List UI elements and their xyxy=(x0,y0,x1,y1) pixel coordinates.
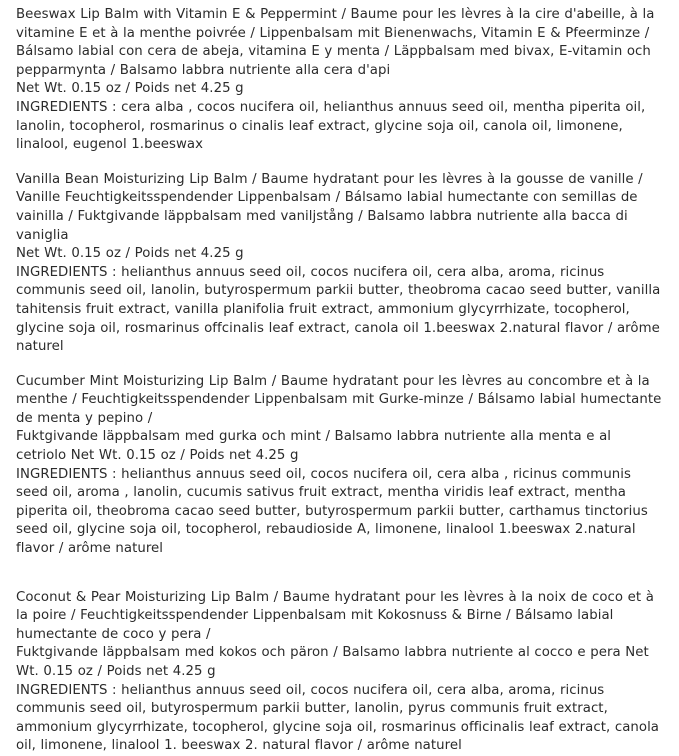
product-ingredients: INGREDIENTS : helianthus annuus seed oil, cocos nucifera oil, cera alba, aroma, ricinus communis seed oil, butyrospermum parkii butter, lanolin, pyrus communis fruit extract, ammonium glycyrrhizate, tocopherol, glycine soja oil, rosmarinus officinalis leaf extract, canola oil, limonene, linalool 1. beeswax 2. natural flavor / arôme naturel xyxy=(16,682,660,754)
product-name-block: Coconut & Pear Moisturizing Lip Balm / Baume hydratant pour les lèvres à la noix de coco et à la poire / Feuchtigkeitsspendender Lippenbalsam mit Kokosnuss & Birne / Bálsamo labial humectante de coco y pera / xyxy=(16,589,654,642)
product-name-block: Vanilla Bean Moisturizing Lip Balm / Baume hydratant pour les lèvres à la gousse de vanille / Vanille Feuchtigkeitsspendender Lippenbalsam / Bálsamo labial humectante con semillas de vainilla / Fuktgivande läppbalsam med vaniljstång / Balsamo labbra nutriente alla bacca di vaniglia xyxy=(16,171,643,243)
product-net-weight: Net Wt. 0.15 oz / Poids net 4.25 g xyxy=(16,246,244,262)
product-entry-beeswax xyxy=(16,6,665,155)
product-entry-cucumber-mint xyxy=(16,373,665,559)
product-net-weight: Fuktgivande läppbalsam med gurka och mint / Balsamo labbra nutriente alla menta e al cetriolo Net Wt. 0.15 oz / Poids net 4.25 g xyxy=(16,429,612,464)
product-ingredients: INGREDIENTS : helianthus annuus seed oil, cocos nucifera oil, cera alba, aroma, ricinus communis seed oil, lanolin, butyrospermum parkii butter, theobroma cacao seed butter, vanilla tahitensis fruit extract, vanilla planifolia fruit extract, ammonium glycyrrhizate, tocopherol, glycine soja oil, rosmarinus offcinalis leaf extract, canola oil 1.beeswax 2.natural flavor / arôme naturel xyxy=(16,264,661,355)
product-net-weight: Fuktgivande läppbalsam med kokos och päron / Balsamo labbra nutriente al cocco e pera Net Wt. 0.15 oz / Poids net 4.25 g xyxy=(16,645,649,679)
product-name-block: Cucumber Mint Moisturizing Lip Balm / Baume hydratant pour les lèvres au concombre et à la menthe / Feuchtigkeitsspendender Lippenbalsam mit Gurke-minze / Bálsamo labial humectante de menta y pepino / xyxy=(16,373,662,426)
product-name-block: Beeswax Lip Balm with Vitamin E & Peppermint / Baume pour les lèvres à la cire d'abeille, à la vitamine E et à la menthe poivrée / Lippenbalsam mit Bienenwachs, Vitamin E & Pfeerminze / Bálsamo labial con cera de abeja, vitamina E y menta / Läppbalsam med bivax, E-vitamin och pepparmynta / Balsamo labbra nutriente alla cera d'api xyxy=(16,7,655,78)
product-ingredients: INGREDIENTS : cera alba , cocos nucifera oil, helianthus annuus seed oil, mentha piperita oil, lanolin, tocopherol, rosmarinus o cinalis leaf extract, glycine soja oil, canola oil, limonene, linalool, eugenol 1.beeswax xyxy=(16,99,646,153)
product-entry-vanilla-bean xyxy=(16,171,665,357)
product-ingredients: INGREDIENTS : helianthus annuus seed oil, cocos nucifera oil, cera alba , ricinus communis seed oil, aroma , lanolin, cucumis sativus fruit extract, mentha viridis leaf extract, mentha piperita oil, theobroma cacao seed butter, butyrospermum parkii butter, carthamus tinctorius seed oil, glycine soja oil, tocopherol, rebaudioside A, limonene, linalool 1.beeswax 2.natural flavor / arôme naturel xyxy=(16,466,648,557)
product-net-weight: Net Wt. 0.15 oz / Poids net 4.25 g xyxy=(16,81,244,97)
product-entry-coconut-pear xyxy=(16,589,665,756)
